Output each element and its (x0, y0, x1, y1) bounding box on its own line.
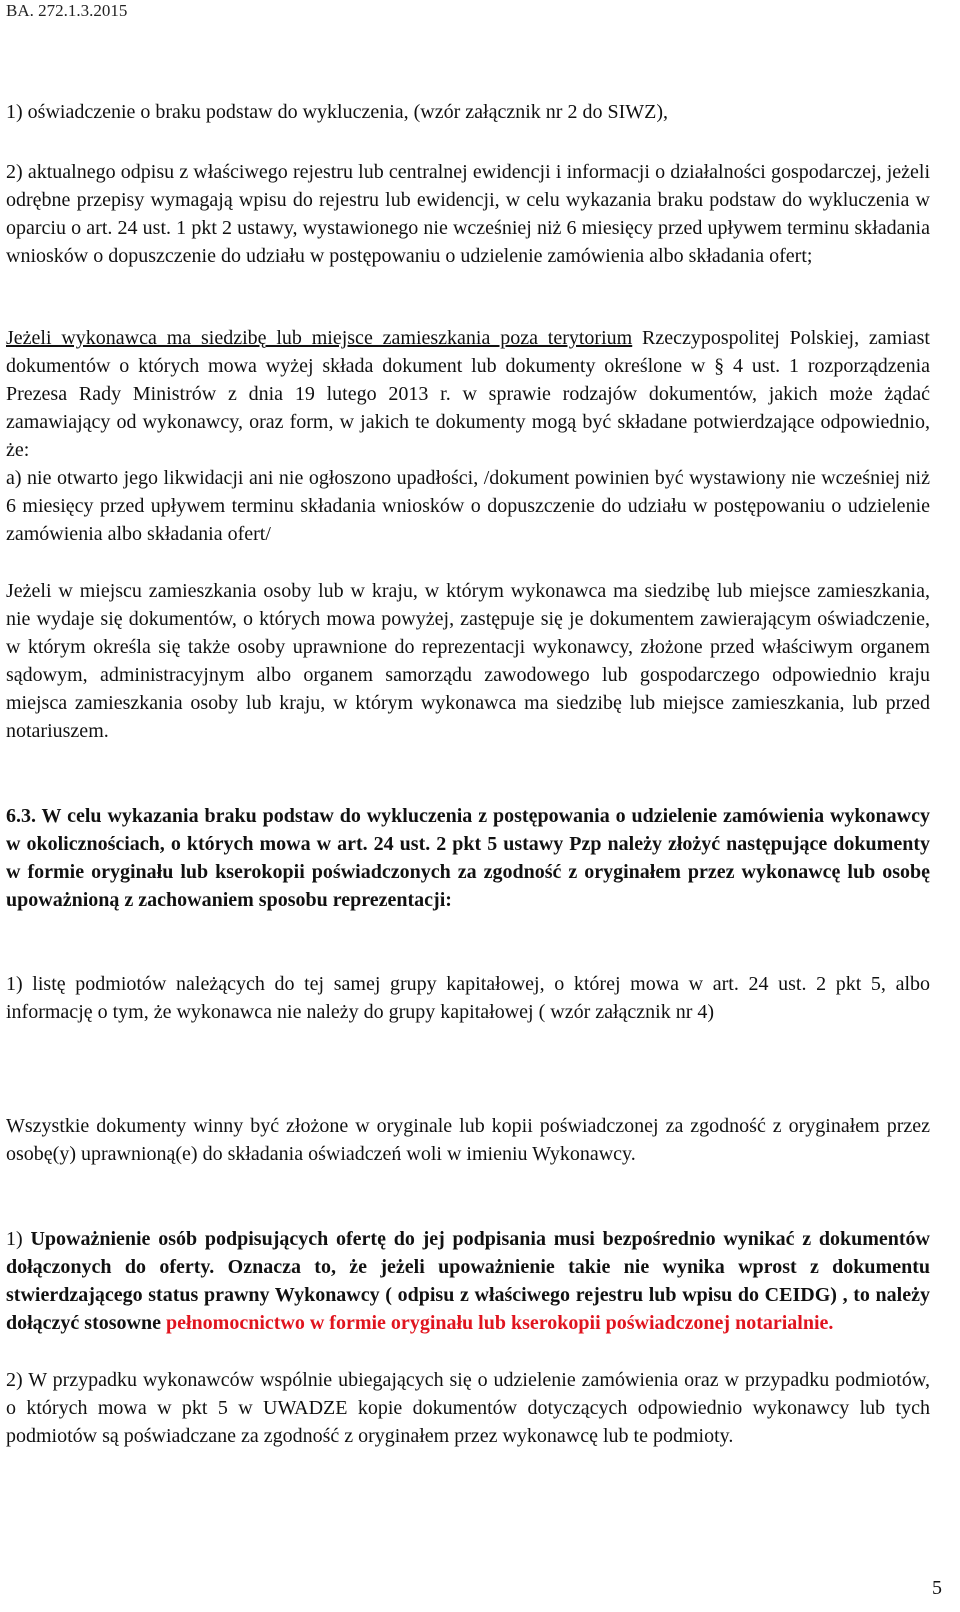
paragraph-capital-group-list: 1) listę podmiotów należących do tej samej grupy kapitałowej, o której mowa w art. 24 ust. 2 pkt 5, albo informację o tym, że wykonawca nie należy do grupy kapitałowej ( wzór załącznik nr 4) (6, 973, 930, 1023)
paragraph-documents-certified: Wszystkie dokumenty winny być złożone w oryginale lub kopii poświadczonej za zgodność z oryginałem przez osobę(y) uprawnioną(e) do składania oświadczeń woli w imieniu Wykonawcy. (6, 1115, 930, 1165)
paragraph-foreign-contractor (6, 324, 930, 548)
paragraph-text: Rzeczypospolitej Polskiej, zamiast dokumentów o których mowa wyżej składa dokument lub dokumenty określone w § 4 ust. 1 rozporządzenia Prezesa Rady Ministrów z dnia 19 lutego 2013 r. w sprawie rodzajów dokumentów, jakich może żądać zamawiający od wykonawcy, oraz form, w jakich te dokumenty mogą być składane potwierdzające odpowiednio, że: (6, 327, 930, 461)
paragraph-subitem-a: a) nie otwarto jego likwidacji ani nie ogłoszono upadłości, /dokument powinien być wystawiony nie wcześniej niż 6 miesięcy przed upływem terminu składania wniosków o dopuszczenie do udziału w postępowaniu o udzielenie zamówienia albo składania ofert/ (6, 467, 930, 545)
page-number: 5 (932, 1577, 942, 1599)
section-text: W celu wykazania braku podstaw do wykluczenia z postępowania o udzielenie zamówienia wykonawcy w okolicznościach, o których mowa w art. 24 ust. 2 pkt 5 ustawy Pzp należy złożyć następujące dokumenty w formie oryginału lub kserokopii poświadczonych za zgodność z oryginałem przez wykonawcę lub osobę upoważnioną z zachowaniem sposobu reprezentacji: (6, 805, 930, 911)
paragraph-authorization (6, 1225, 930, 1337)
underlined-text: Jeżeli wykonawca ma siedzibę lub miejsce zamieszkania poza terytorium (6, 327, 633, 349)
paragraph-item-1: 1) oświadczenie o braku podstaw do wykluczenia, (wzór załącznik nr 2 do SIWZ), (6, 101, 668, 123)
bold-text: Upoważnienie osób podpisujących ofertę do jej podpisania musi bezpośrednio wynikać z dokumentów dołączonych do oferty. Oznacza to, że jeżeli upoważnienie takie nie wynika wprost z dokumentu stwierdzającego status prawny Wykonawcy ( odpisu z właściwego rejestru lub wpisu do CEIDG) , to należy dołączyć stosowne (6, 1228, 931, 1334)
paragraph-item-2: 2) aktualnego odpisu z właściwego rejestru lub centralnej ewidencji i informacji o działalności gospodarczej, jeżeli odrębne przepisy wymagają wpisu do rejestru lub ewidencji, w celu wykazania braku podstaw do wykluczenia w oparciu o art. 24 ust. 1 pkt 2 ustawy, wystawionego nie wcześniej niż 6 miesięcy przed upływem terminu składania wniosków o dopuszczenie do udziału w postępowaniu o udzielenie zamówienia albo składania ofert; (6, 161, 930, 267)
document-reference: BA. 272.1.3.2015 (6, 1, 128, 20)
section-number: 6.3. (6, 805, 36, 827)
red-highlight-text: pełnomocnictwo w formie oryginału lub kserokopii poświadczonej notarialnie. (165, 1312, 834, 1334)
paragraph-joint-contractors: 2) W przypadku wykonawców wspólnie ubiegających się o udzielenie zamówienia oraz w przypadku podmiotów, o których mowa w pkt 5 w UWADZE kopie dokumentów dotyczących odpowiednio wykonawcy lub tych podmiotów są poświadczane za zgodność z oryginałem przez wykonawcę lub te podmioty. (6, 1369, 930, 1447)
item-prefix: 1) (6, 1228, 31, 1250)
section-6-3 (6, 802, 930, 914)
paragraph-substitute-document: Jeżeli w miejscu zamieszkania osoby lub w kraju, w którym wykonawca ma siedzibę lub miejsce zamieszkania, nie wydaje się dokumentów, o których mowa powyżej, zastępuje się je dokumentem zawierającym oświadczenie, w którym określa się także osoby uprawnione do reprezentacji wykonawcy, złożone przed właściwym organem sądowym, administracyjnym albo organem samorządu zawodowego lub gospodarczego odpowiednio kraju miejsca zamieszkania osoby lub kraju, w którym wykonawca ma siedzibę lub miejsce zamieszkania, lub przed notariuszem. (6, 580, 930, 742)
